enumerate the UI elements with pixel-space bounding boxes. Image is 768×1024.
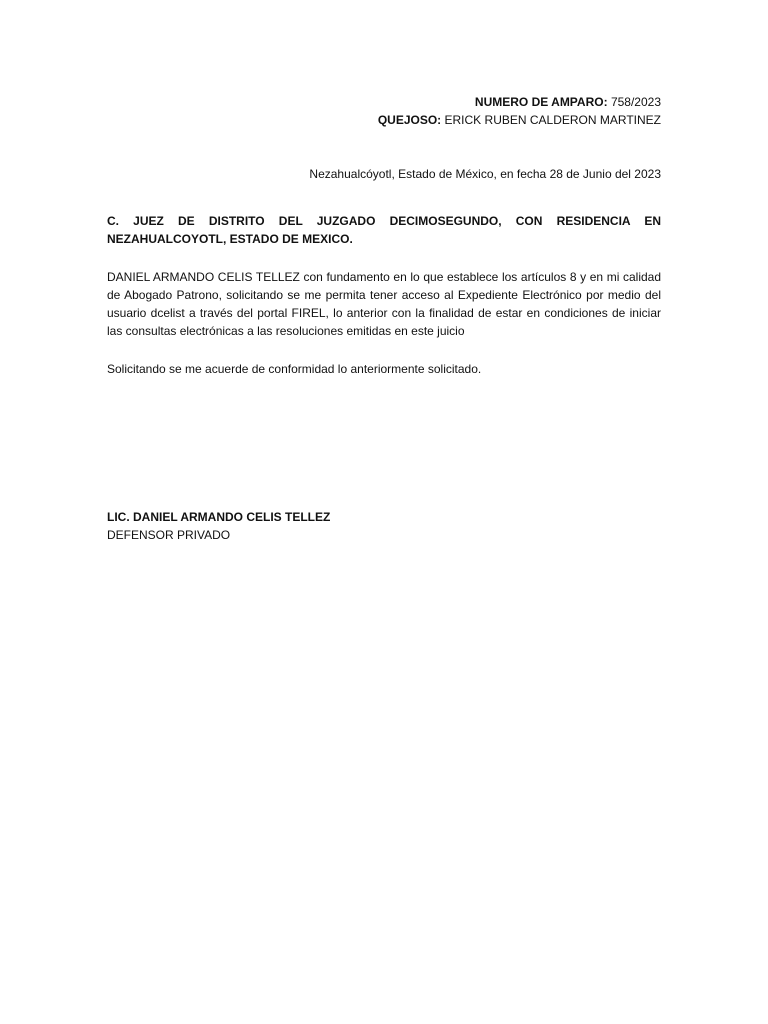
signatory-title: DEFENSOR PRIVADO xyxy=(107,528,231,542)
addressee: C. JUEZ DE DISTRITO DEL JUZGADO DECIMOSEGUNDO, CON RESIDENCIA EN NEZAHUALCOYOTL, ESTADO DE MEXICO. xyxy=(107,214,661,246)
signatory-name: LIC. DANIEL ARMANDO CELIS TELLEZ xyxy=(107,510,331,524)
request-line: Solicitando se me acuerde de conformidad lo anteriormente solicitado. xyxy=(107,362,482,376)
quejoso-label: QUEJOSO: xyxy=(377,113,442,127)
quejoso-value: ERICK RUBEN CALDERON MARTINEZ xyxy=(444,113,661,127)
body-paragraph: DANIEL ARMANDO CELIS TELLEZ con fundamento en lo que establece los artículos 8 y en mi calidad de Abogado Patrono, solicitando se me permita tener acceso al Expediente Electrónico por medio del usuario dcelist a través del portal FIREL, lo anterior con la finalidad de estar en condiciones de iniciar las consultas electrónicas a las resoluciones emitidas en este juicio xyxy=(107,270,661,338)
signature-block xyxy=(107,508,330,544)
place-and-date: Nezahualcóyotl, Estado de México, en fecha 28 de Junio del 2023 xyxy=(309,167,661,181)
amparo-number-label: NUMERO DE AMPARO: xyxy=(474,95,608,109)
case-header xyxy=(378,93,661,129)
amparo-number-line xyxy=(378,93,661,111)
amparo-number-value: 758/2023 xyxy=(610,95,661,109)
quejoso-line xyxy=(378,111,661,129)
